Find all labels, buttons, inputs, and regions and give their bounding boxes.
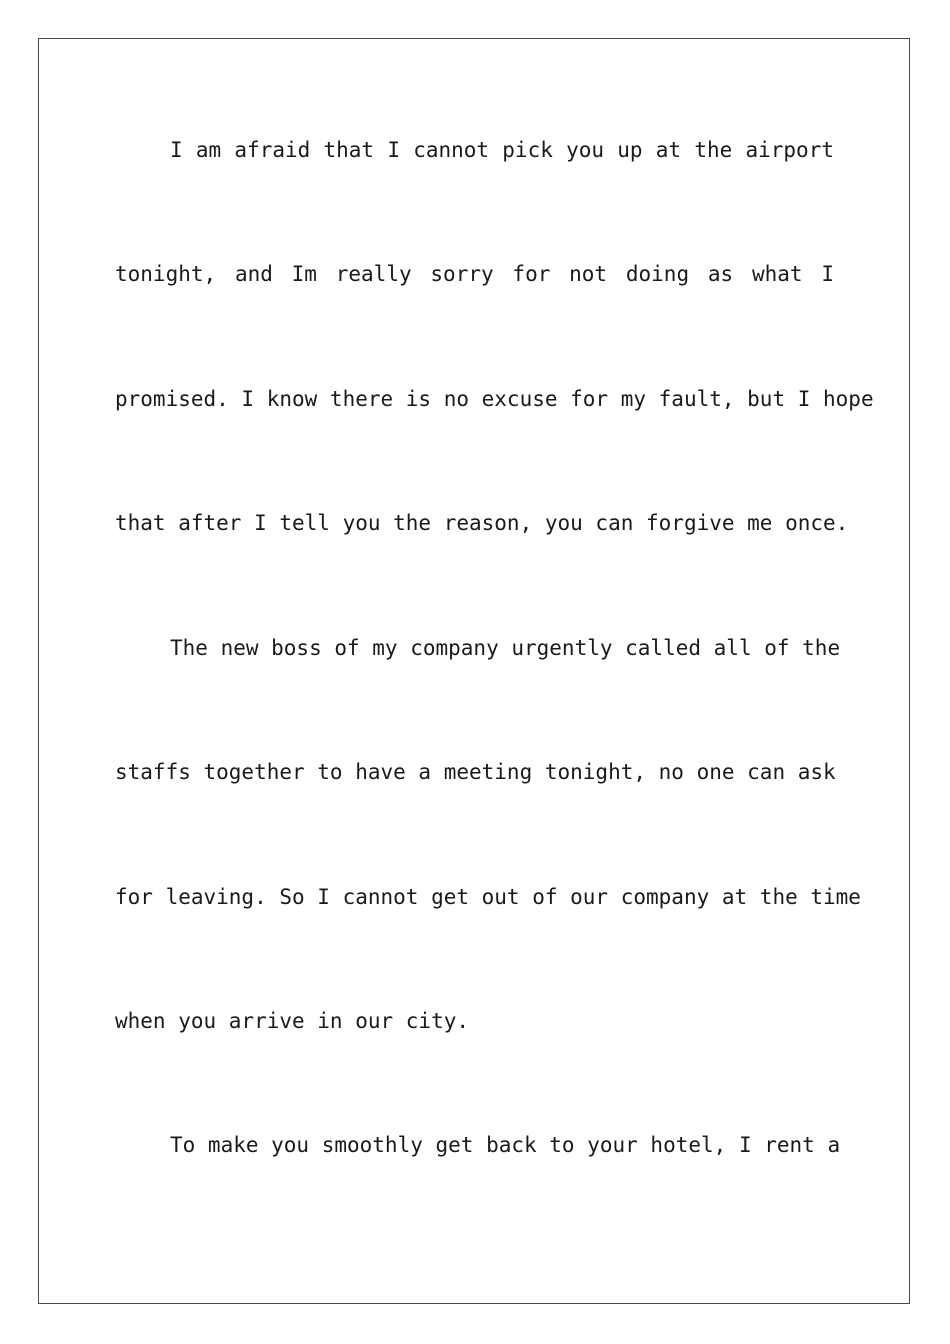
paragraph-1-line-3: promised. I know there is no excuse for my fault, but I hope [115,387,874,411]
paragraph-1-line-4: that after I tell you the reason, you can forgive me once. [115,511,849,535]
paragraph-2-line-4: when you arrive in our city. [115,1009,470,1033]
paragraph-1-line-2: tonight, and Im really sorry for not doing as what I [115,262,834,286]
paragraph-3-line-1: To make you smoothly get back to your hotel, I rent a [170,1133,841,1157]
paragraph-1-line-1: I am afraid that I cannot pick you up at the airport [170,138,834,162]
paragraph-2-line-2: staffs together to have a meeting tonight, no one can ask [115,760,836,784]
paragraph-2-line-1: The new boss of my company urgently called all of the [170,636,841,660]
page-frame [38,38,910,1304]
paragraph-2-line-3: for leaving. So I cannot get out of our company at the time [115,885,861,909]
